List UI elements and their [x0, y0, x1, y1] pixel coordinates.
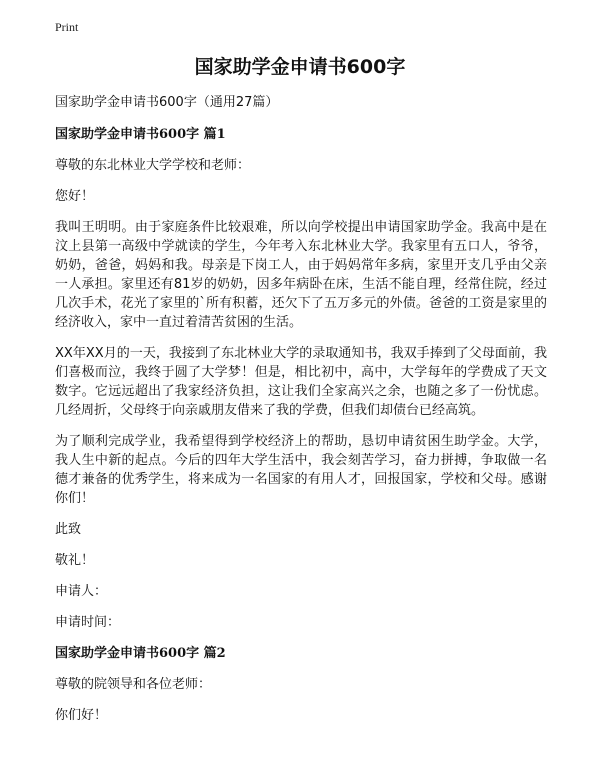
- print-link[interactable]: Print: [55, 20, 79, 34]
- date-label: 申请时间：: [55, 615, 121, 630]
- letter-paragraph-2: XX年XX月的一天，我接到了东北林业大学的录取通知书，我双手捧到了父母面前，我们喜极而泣，我终于圆了大学梦！但是，相比初中，高中，大学每年的学费成了天文数字。它远远超出了我家经济负担，这让我们全家高兴之余，也随之多了一份忧虑。几经周折，父母终于向亲戚朋友借来了我的学费，但我们却债台已经高筑。: [55, 346, 547, 418]
- closing-line-1: 此致: [55, 522, 82, 537]
- greeting-1: 您好！: [55, 189, 95, 204]
- section-heading-1: 国家助学金申请书600字 篇1: [55, 127, 226, 142]
- greeting-2: 你们好！: [55, 708, 108, 723]
- page-title: 国家助学金申请书600字: [194, 56, 406, 78]
- document-body: [55, 93, 547, 737]
- document-subtitle: 国家助学金申请书600字（通用27篇）: [55, 95, 279, 110]
- section-heading-2: 国家助学金申请书600字 篇2: [55, 646, 226, 661]
- applicant-label: 申请人：: [55, 584, 108, 599]
- salutation-2: 尊敬的院领导和各位老师：: [55, 677, 212, 692]
- closing-line-2: 敬礼！: [55, 553, 95, 568]
- letter-paragraph-3: 为了顺利完成学业，我希望得到学校经济上的帮助，恳切申请贫困生助学金。大学，我人生中新的起点。今后的四年大学生活中，我会刻苦学习，奋力拼搏，争取做一名德才兼备的优秀学生，将来成为一名国家的有用人才，回报国家，学校和父母。感谢你们！: [55, 434, 547, 506]
- salutation-1: 尊敬的东北林业大学学校和老师：: [55, 158, 251, 173]
- letter-paragraph-1: 我叫王明明。由于家庭条件比较艰难，所以向学校提出申请国家助学金。我高中是在汶上县第一高级中学就读的学生，今年考入东北林业大学。我家里有五口人，爷爷，奶奶，爸爸，妈妈和我。母亲是下岗工人，由于妈妈常年多病，家里开支几乎由父亲一人承担。家里还有81岁的奶奶，因多年病卧在床，生活不能自理，经常住院，经过几次手术，花光了家里的`所有积蓄，还欠下了五万多元的外债。爸爸的工资是家里的经济收入，家中一直过着清苦贫困的生活。: [55, 220, 547, 330]
